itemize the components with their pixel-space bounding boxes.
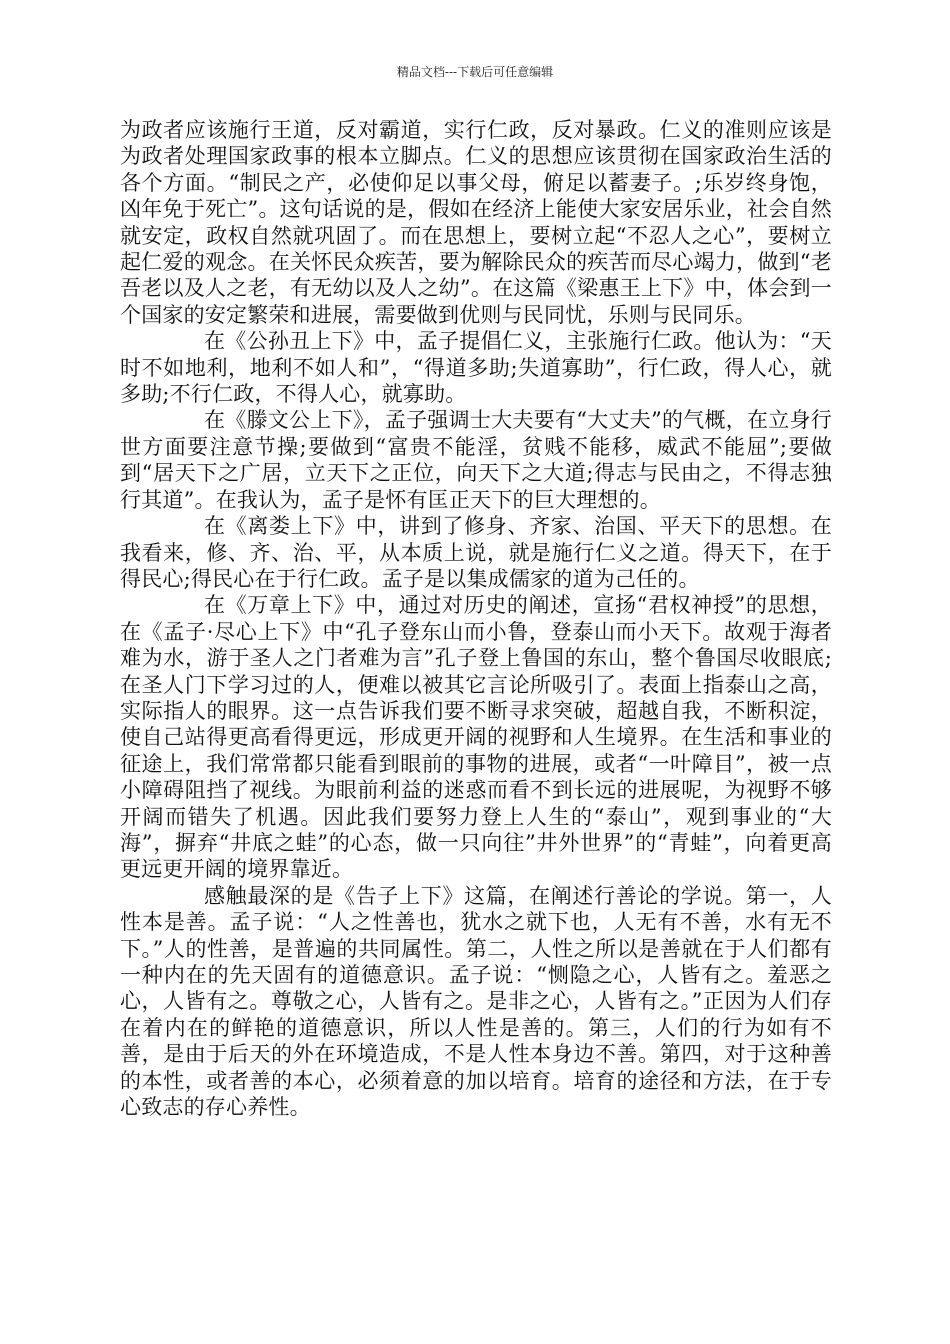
paragraph-1: 为政者应该施行王道，反对霸道，实行仁政，反对暴政。仁义的准则应该是为政者处理国家政事的根本立脚点。仁义的思想应该贯彻在国家政治生活的各个方面。“制民之产，必使仰足以事父母，俯足以蓄妻子。;乐岁终身饱，凶年免于死亡”。这句话说的是，假如在经济上能使大家安居乐业，社会自然就安定，政权自然就巩固了。而在思想上，要树立起“不忍人之心”，要树立起仁爱的观念。在关怀民众疾苦，要为解除民众的疾苦而尽心竭力，做到“老吾老以及人之老，有无幼以及人之幼”。在这篇《梁惠王上下》中，体会到一个国家的安定繁荣和进展，需要做到优则与民同忧，乐则与民同乐。 [120, 118, 832, 327]
paragraph-6: 感触最深的是《告子上下》这篇，在阐述行善论的学说。第一，人性本是善。孟子说：“人之性善也，犹水之就下也，人无有不善，水有无不下。”人的性善，是普遍的共同属性。第二，人性之所以是善就在于人们都有一种内在的先天固有的道德意识。孟子说：“恻隐之心，人皆有之。羞恶之心，人皆有之。尊敬之心，人皆有之。是非之心，人皆有之。”正因为人们存在着内在的鲜艳的道德意识，所以人性是善的。第三，人们的行为如有不善，是由于后天的外在环境造成，不是人性本身边不善。第四，对于这种善的本性，或者善的本心，必须着意的加以培育。培育的途径和方法，在于专心致志的存心养性。 [120, 883, 832, 1120]
document-body [120, 117, 832, 1120]
paragraph-4: 在《离娄上下》中，讲到了修身、齐家、治国、平天下的思想。在我看来，修、齐、治、平，从本质上说，就是施行仁义之道。得天下，在于得民心;得民心在于行仁政。孟子是以集成儒家的道为己任的。 [120, 514, 832, 591]
page-header: 精品文档---下载后可任意编辑 [396, 65, 554, 79]
paragraph-3: 在《滕文公上下》，孟子强调士大夫要有“大丈夫”的气概，在立身行世方面要注意节操;要做到“富贵不能淫，贫贱不能移，威武不能屈”;要做到“居天下之广居，立天下之正位，向天下之大道;得志与民由之，不得志独行其道”。在我认为，孟子是怀有匡正天下的巨大理想的。 [120, 408, 832, 512]
paragraph-2: 在《公孙丑上下》中，孟子提倡仁义，主张施行仁政。他认为：“天时不如地利，地利不如人和”，“得道多助;失道寡助”，行仁政，得人心，就多助;不行仁政，不得人心，就寡助。 [120, 329, 832, 407]
paragraph-5: 在《万章上下》中，通过对历史的阐述，宣扬“君权神授”的思想，在《孟子·尽心上下》中“孔子登东山而小鲁，登泰山而小天下。故观于海者难为水，游于圣人之门者难为言”孔子登上鲁国的东山，整个鲁国尽收眼底;在圣人门下学习过的人，便难以被其它言论所吸引了。表面上指泰山之高，实际指人的眼界。这一点告诉我们要不断寻求突破，超越自我，不断积淀，使自己站得更高看得更远，形成更开阔的视野和人生境界。在生活和事业的征途上，我们常常都只能看到眼前的事物的进展，或者“一叶障目”，被一点小障碍阻挡了视线。为眼前利益的迷惑而看不到长远的进展呢，为视野不够开阔而错失了机遇。因此我们要努力登上人生的“泰山”，观到事业的“大海”，摒弃“井底之蛙”的心态，做一只向往”井外世界”的“青蛙”，向着更高更远更开阔的境界靠近。 [120, 593, 832, 882]
